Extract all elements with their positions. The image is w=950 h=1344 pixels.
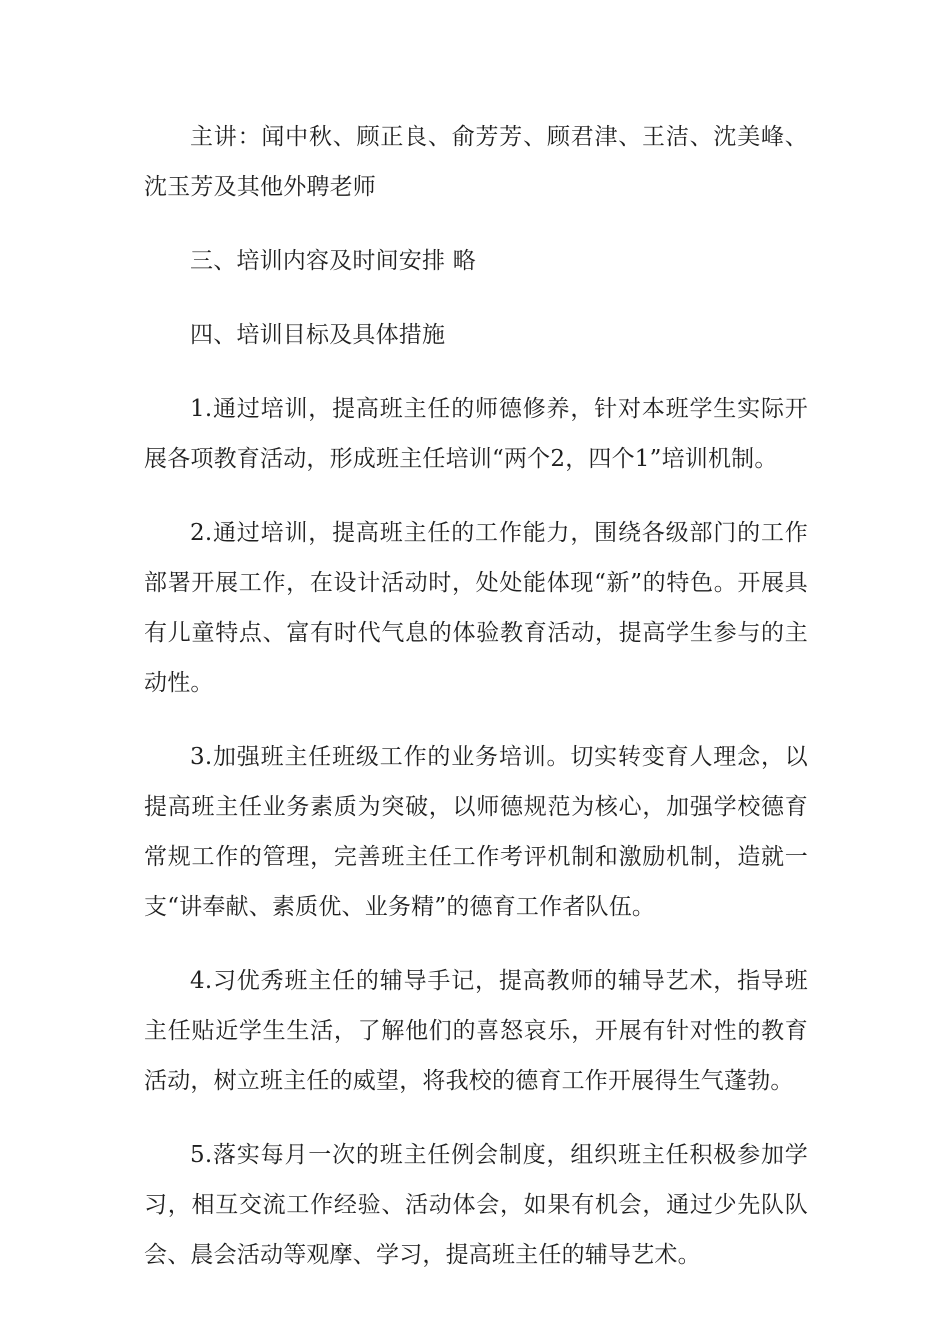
measure-item-1: 1.通过培训，提高班主任的师德修养，针对本班学生实际开展各项教育活动，形成班主任培训“两个2，四个1”培训机制。 — [144, 396, 808, 472]
section-3-heading: 三、培训内容及时间安排 略 — [190, 248, 476, 274]
measure-item-3: 3.加强班主任班级工作的业务培训。切实转变育人理念，以提高班主任业务素质为突破，以师德规范为核心，加强学校德育常规工作的管理，完善班主任工作考评机制和激励机制，造就一支“讲奉献、素质优、业务精”的德育工作者队伍。 — [144, 744, 808, 920]
lecturers-paragraph: 主讲：闻中秋、顾正良、俞芳芳、顾君津、王洁、沈美峰、沈玉芳及其他外聘老师 — [144, 124, 808, 200]
measure-item-5: 5.落实每月一次的班主任例会制度，组织班主任积极参加学习，相互交流工作经验、活动体会，如果有机会，通过少先队队会、晨会活动等观摩、学习，提高班主任的辅导艺术。 — [144, 1142, 808, 1268]
section-4-heading: 四、培训目标及具体措施 — [190, 322, 446, 348]
measure-item-4: 4.习优秀班主任的辅导手记，提高教师的辅导艺术，指导班主任贴近学生生活，了解他们的喜怒哀乐，开展有针对性的教育活动，树立班主任的威望，将我校的德育工作开展得生气蓬勃。 — [144, 968, 808, 1094]
measure-item-2: 2.通过培训，提高班主任的工作能力，围绕各级部门的工作部署开展工作，在设计活动时，处处能体现“新”的特色。开展具有儿童特点、富有时代气息的体验教育活动，提高学生参与的主动性。 — [144, 520, 808, 696]
document-page — [144, 112, 808, 1280]
